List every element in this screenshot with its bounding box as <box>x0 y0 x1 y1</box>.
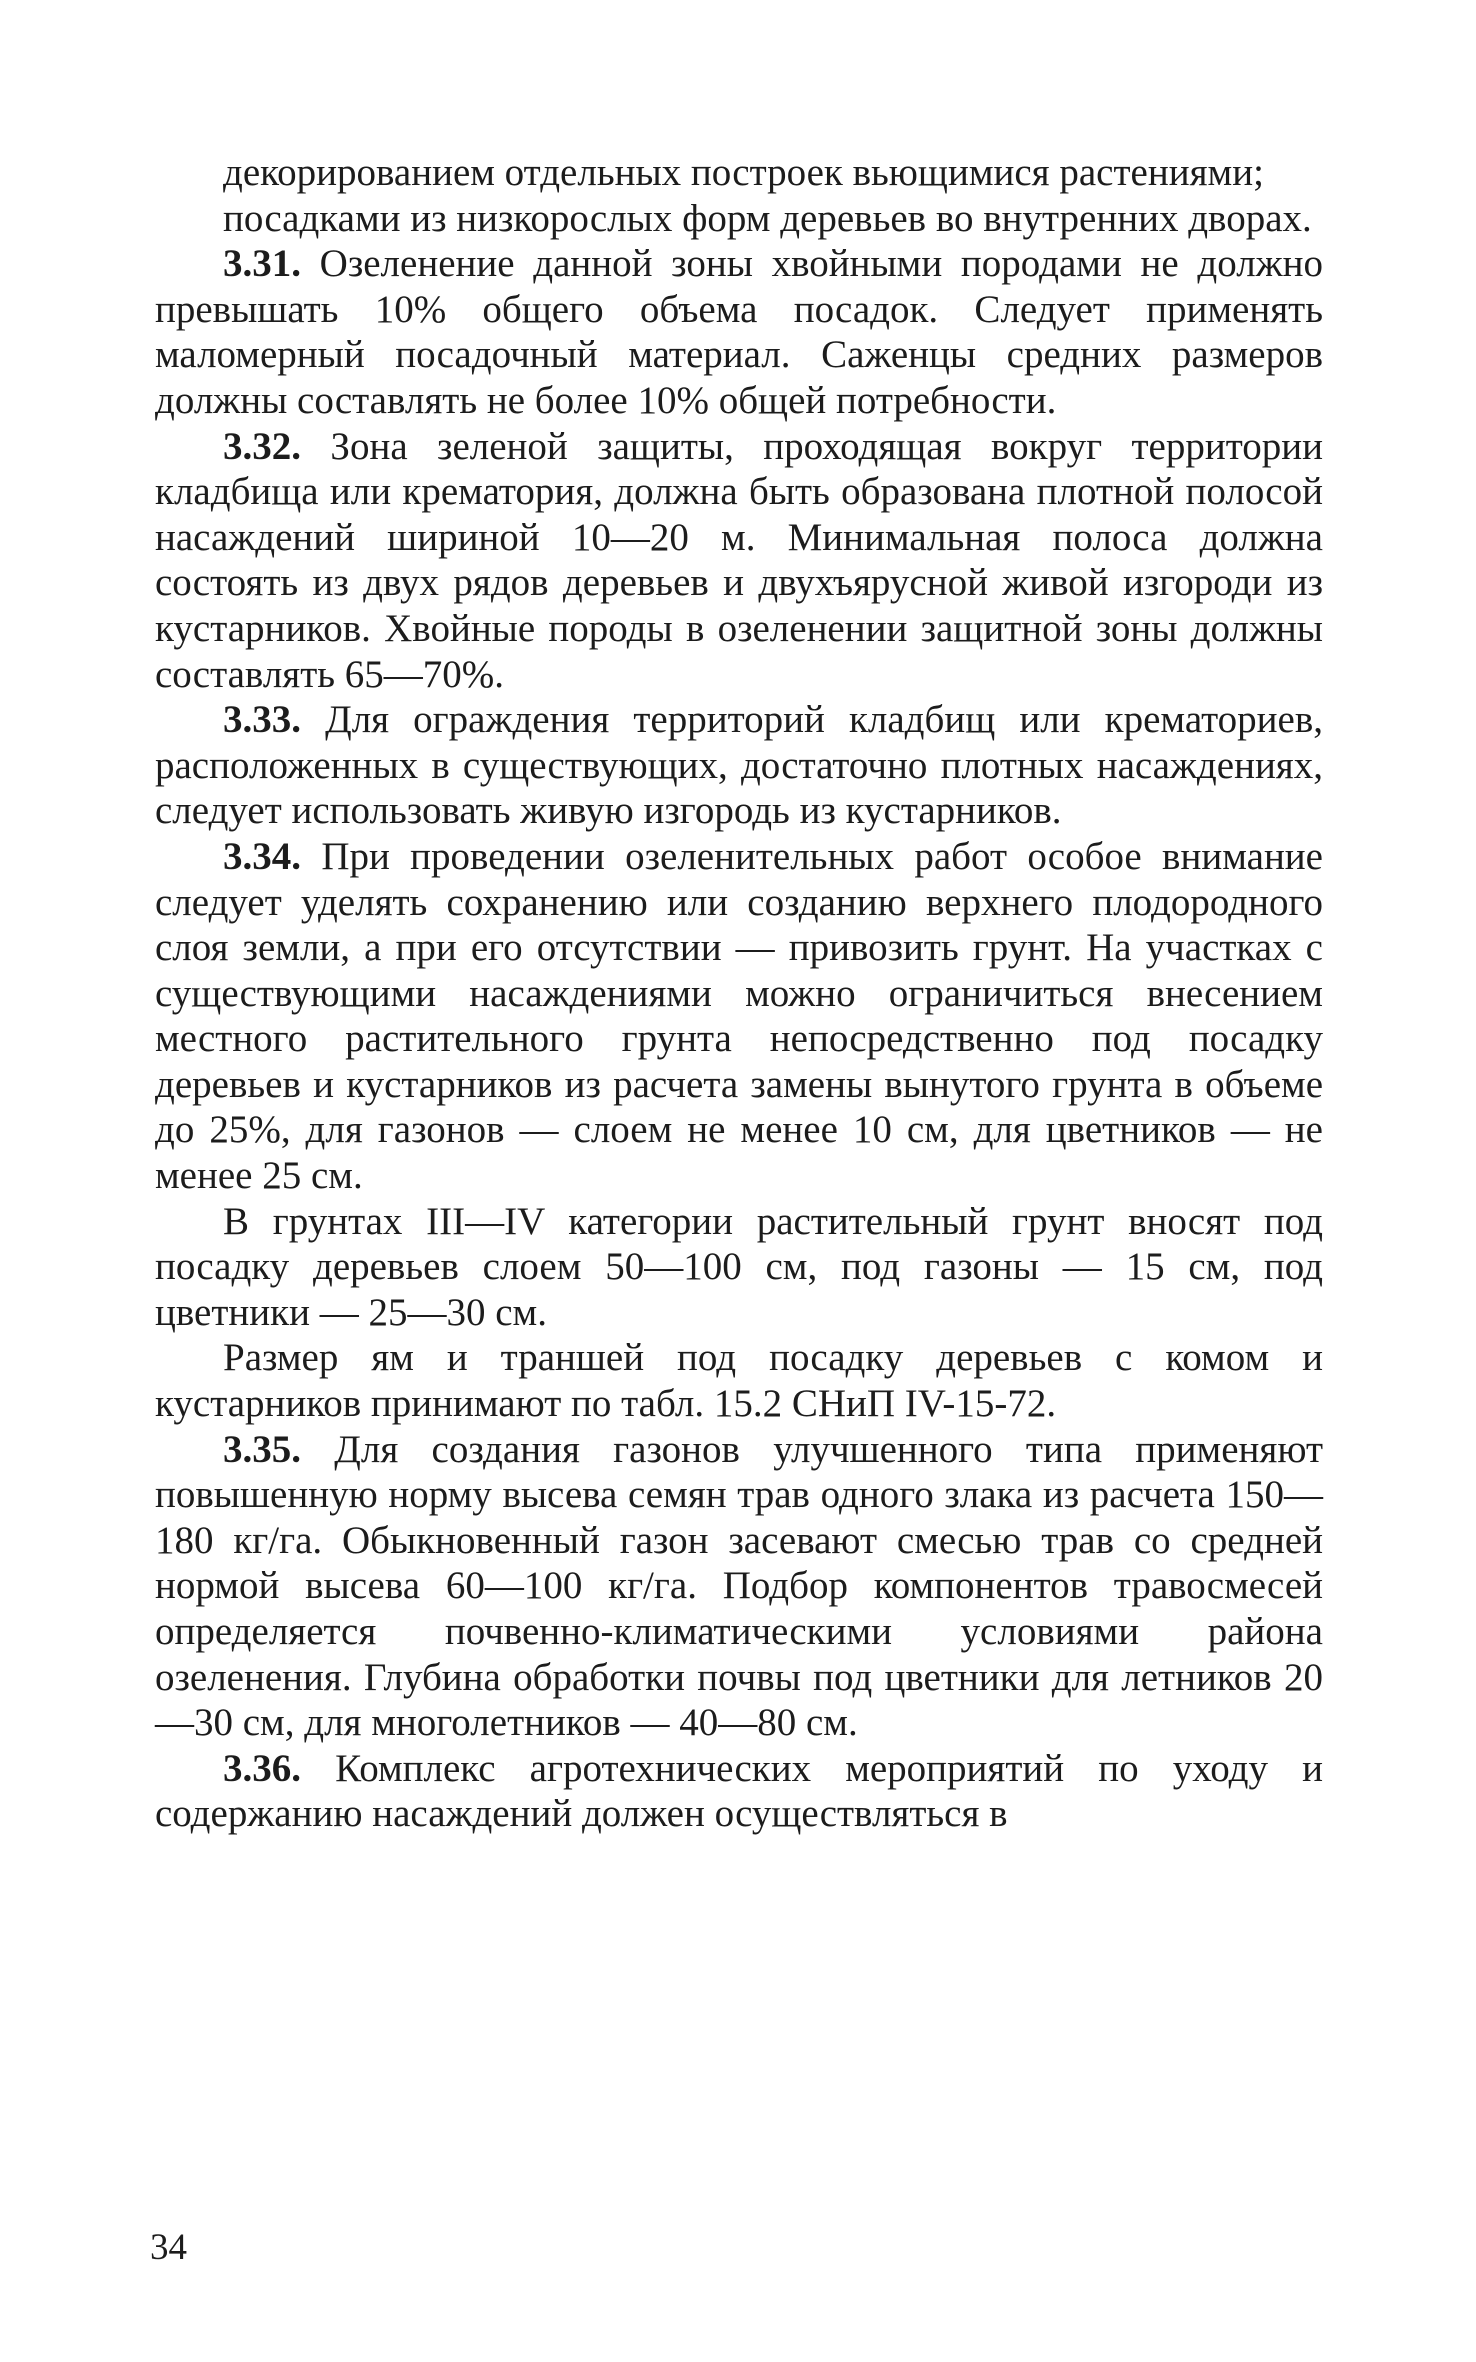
page-number: 34 <box>150 2227 187 2268</box>
paragraph <box>155 1335 1323 1426</box>
paragraph-text: посадками из низкорослых форм деревьев во внутренних дворах. <box>223 196 1312 240</box>
body-text <box>155 150 1323 1837</box>
paragraph-text: Озеленение данной зоны хвойными породами не должно превышать 10% общего объема посадок. Следует применять маломерный посадочный материал. Саженцы средних размеров должны составлять не более 10% общей потребности. <box>155 242 1323 422</box>
clause-number: 3.35. <box>223 1427 301 1471</box>
paragraph-text: Комплекс агротехнических мероприятий по уходу и содержанию насаждений должен осуществляться в <box>155 1746 1323 1836</box>
paragraph-text: В грунтах III—IV категории растительный грунт вносят под посадку деревьев слоем 50—100 см, под газоны — 15 см, под цветники — 25—30 см. <box>155 1199 1323 1334</box>
paragraph <box>155 1427 1323 1746</box>
paragraph-text: При проведении озеленительных работ особое внимание следует уделять сохранению или созданию верхнего плодородного слоя земли, а при его отсутствии — привозить грунт. На участках с существующими насаждениями можно ограничиться внесением местного растительного грунта непосредственно под посадку деревьев и кустарников из расчета замены вынутого грунта в объеме до 25%, для газонов — слоем не менее 10 см, для цветников — не менее 25 см. <box>155 834 1323 1198</box>
clause-number: 3.36. <box>223 1746 301 1790</box>
clause-number: 3.34. <box>223 834 301 878</box>
paragraph <box>155 834 1323 1199</box>
paragraph <box>155 697 1323 834</box>
clause-number: 3.31. <box>223 242 301 286</box>
clause-number: 3.32. <box>223 424 301 468</box>
paragraph <box>155 1746 1323 1837</box>
paragraph-text: Размер ям и траншей под посадку деревьев с комом и кустарников принимают по табл. 15.2 СНиП IV-15-72. <box>155 1336 1323 1426</box>
paragraph-text: декорированием отдельных построек вьющимися растениями; <box>223 151 1264 194</box>
clause-number: 3.33. <box>223 698 301 742</box>
paragraph <box>155 1199 1323 1336</box>
paragraph-text: Зона зеленой защиты, проходящая вокруг территории кладбища или крематория, должна быть образована плотной полосой насаждений шириной 10—20 м. Минимальная полоса должна состоять из двух рядов деревьев и двухъярусной живой изгороди из кустарников. Хвойные породы в озеленении защитной зоны должны составлять 65—70%. <box>155 424 1323 696</box>
paragraph-text: Для ограждения территорий кладбищ или крематориев, расположенных в существующих, достаточно плотных насаждениях, следует использовать живую изгородь из кустарников. <box>155 698 1323 833</box>
paragraph <box>155 424 1323 698</box>
paragraph <box>155 150 1323 196</box>
paragraph <box>155 241 1323 423</box>
paragraph-text: Для создания газонов улучшенного типа применяют повышенную норму высева семян трав одного злака из расчета 150—180 кг/га. Обыкновенный газон засевают смесью трав со средней нормой высева 60—100 кг/га. Подбор компонентов травосмесей определяется почвенно-климатическими условиями района озеленения. Глубина обработки почвы под цветники для летников 20—30 см, для многолетников — 40—80 см. <box>155 1427 1323 1745</box>
paragraph <box>155 196 1323 242</box>
